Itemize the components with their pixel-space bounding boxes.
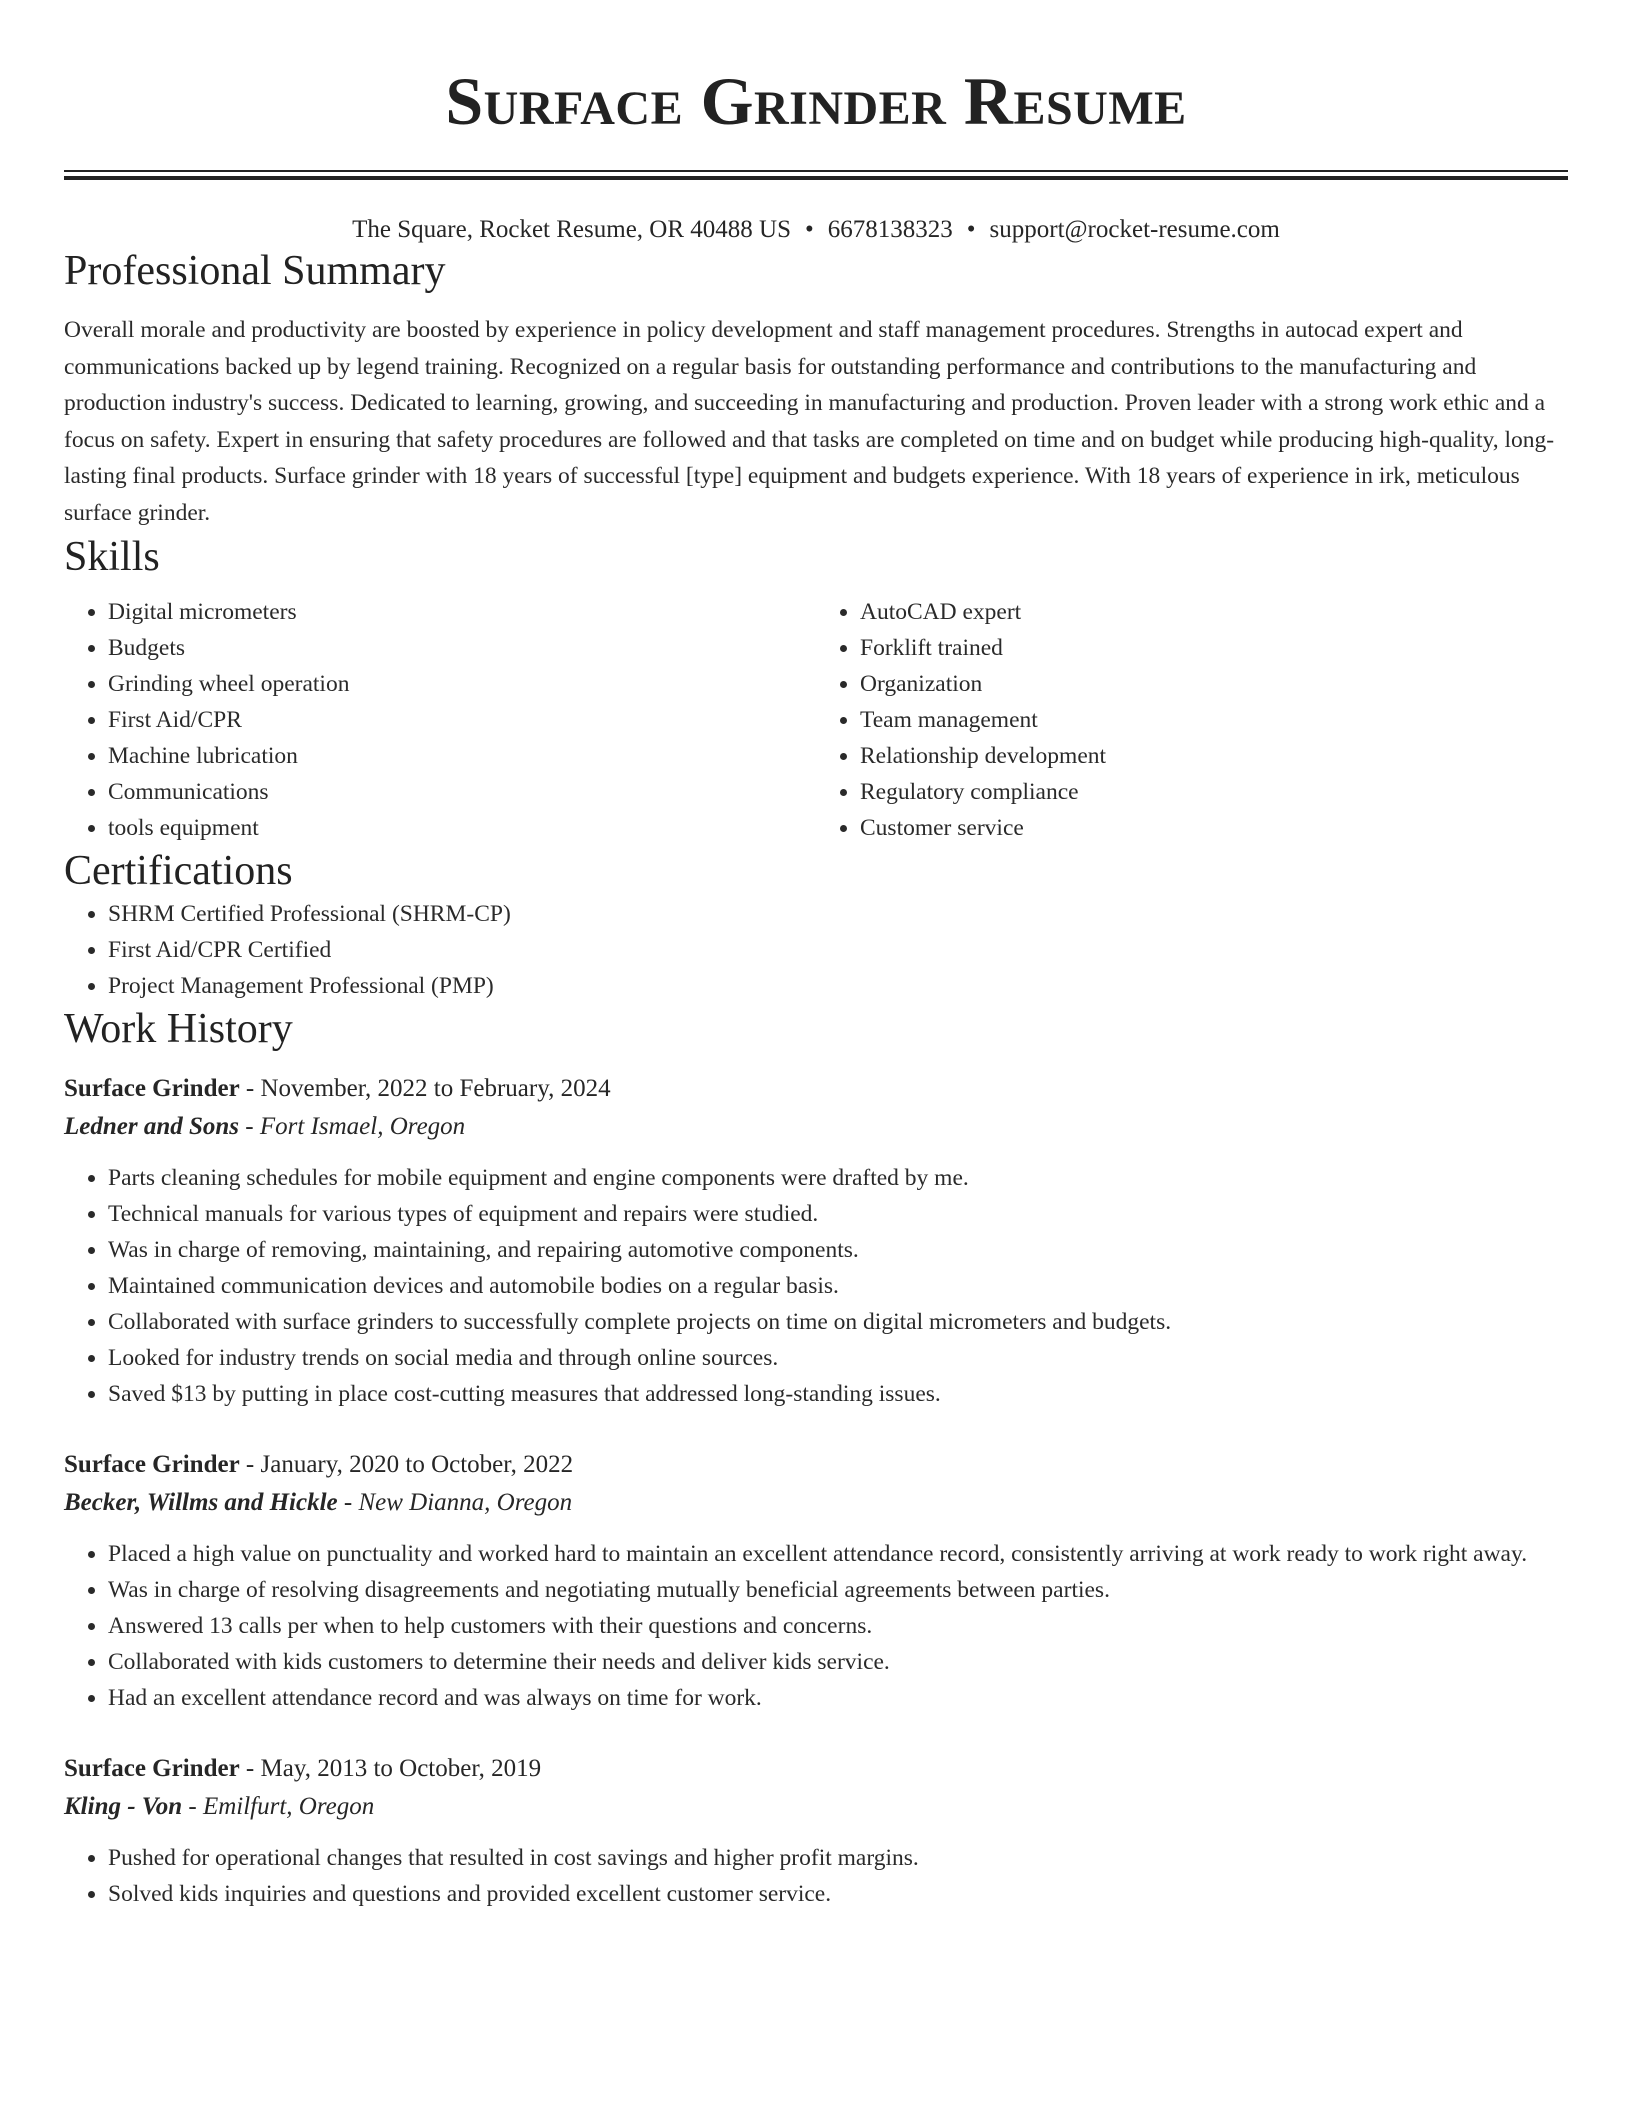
- summary-heading: Professional Summary: [64, 248, 446, 294]
- job-location: Fort Ismael, Oregon: [259, 1112, 466, 1140]
- job-duty: • Had an excellent attendance record and was always on time for work.: [108, 1680, 1568, 1716]
- job-duties-list: [64, 1536, 1568, 1716]
- skill-item: • Customer service: [860, 810, 1568, 846]
- skills-heading: Skills: [64, 533, 160, 580]
- contact-address: The Square, Rocket Resume, OR 40488 US: [352, 216, 791, 243]
- skill-item: • First Aid/CPR: [108, 702, 816, 738]
- job-entry: [64, 1070, 1568, 1412]
- skills-columns: [64, 594, 1568, 846]
- skill-item: • Relationship development: [860, 738, 1568, 774]
- job-company-line: [64, 1788, 1568, 1826]
- skill-item: • Budgets: [108, 630, 816, 666]
- job-company-line: [64, 1484, 1568, 1522]
- job-duty: • Looked for industry trends on social media and through online sources.: [108, 1340, 1568, 1376]
- job-company: Kling - Von: [64, 1792, 183, 1820]
- job-company: Ledner and Sons: [64, 1112, 240, 1140]
- title-divider: [64, 170, 1568, 180]
- skill-item: • Digital micrometers: [108, 594, 816, 630]
- job-location: New Dianna, Oregon: [358, 1488, 573, 1516]
- job-duties-list: [64, 1840, 1568, 1912]
- certifications-heading: Certifications: [64, 847, 293, 894]
- job-role: Surface Grinder: [64, 1450, 240, 1478]
- skills-list-right: [816, 594, 1568, 846]
- skill-item: • tools equipment: [108, 810, 816, 846]
- contact-separator: •: [805, 216, 814, 243]
- contact-line: [64, 214, 1568, 246]
- job-duty: • Solved kids inquiries and questions and provided excellent customer service.: [108, 1876, 1568, 1912]
- job-duty: • Placed a high value on punctuality and worked hard to maintain an excellent attendance record, consistently arriving at work ready to work right away.: [108, 1536, 1568, 1572]
- skills-list-left: [64, 594, 816, 846]
- job-duty: • Was in charge of removing, maintaining, and repairing automotive components.: [108, 1232, 1568, 1268]
- skill-item: • AutoCAD expert: [860, 594, 1568, 630]
- skill-item: • Grinding wheel operation: [108, 666, 816, 702]
- job-duty: • Collaborated with surface grinders to successfully complete projects on time on digital micrometers and budgets.: [108, 1304, 1568, 1340]
- contact-email: support@rocket-resume.com: [989, 216, 1280, 243]
- job-title-line: [64, 1070, 1568, 1108]
- job-title-line: [64, 1446, 1568, 1484]
- job-dash: -: [239, 1112, 260, 1140]
- skill-item: • Regulatory compliance: [860, 774, 1568, 810]
- job-duty: • Was in charge of resolving disagreements and negotiating mutually beneficial agreements between parties.: [108, 1572, 1568, 1608]
- job-dash: -: [182, 1792, 203, 1820]
- certification-item: • First Aid/CPR Certified: [108, 932, 1568, 968]
- job-duties-list: [64, 1160, 1568, 1412]
- job-duty: • Collaborated with kids customers to determine their needs and deliver kids service.: [108, 1644, 1568, 1680]
- job-dates: November, 2022 to February, 2024: [260, 1074, 611, 1102]
- skill-item: • Forklift trained: [860, 630, 1568, 666]
- job-duty: • Technical manuals for various types of equipment and repairs were studied.: [108, 1196, 1568, 1232]
- job-dates: May, 2013 to October, 2019: [260, 1754, 542, 1782]
- certification-item: • Project Management Professional (PMP): [108, 968, 1568, 1004]
- job-duty: • Maintained communication devices and automobile bodies on a regular basis.: [108, 1268, 1568, 1304]
- job-duty: • Answered 13 calls per when to help customers with their questions and concerns.: [108, 1608, 1568, 1644]
- job-dash: -: [239, 1754, 261, 1782]
- skill-item: • Machine lubrication: [108, 738, 816, 774]
- job-title-line: [64, 1750, 1568, 1788]
- job-entry: [64, 1446, 1568, 1716]
- skill-item: • Organization: [860, 666, 1568, 702]
- contact-phone: 6678138323: [827, 216, 953, 243]
- job-role: Surface Grinder: [64, 1074, 240, 1102]
- summary-text: Overall morale and productivity are boosted by experience in policy development and staff management procedures. Strengths in autocad expert and communications backed up by legend training. Recognized on a regular basis for outstanding performance and contributions to the manufacturing and production industry's success. Dedicated to learning, growing, and succeeding in manufacturing and production. Proven leader with a strong work ethic and a focus on safety. Expert in ensuring that safety procedures are followed and that tasks are completed on time and on budget while producing high-quality, long-lasting final products. Surface grinder with 18 years of successful [type] equipment and budgets experience. With 18 years of experience in irk, meticulous surface grinder.: [64, 317, 1555, 526]
- job-company: Becker, Willms and Hickle: [64, 1488, 338, 1516]
- job-duty: • Pushed for operational changes that resulted in cost savings and higher profit margins.: [108, 1840, 1568, 1876]
- job-duty: • Saved $13 by putting in place cost-cutting measures that addressed long-standing issues.: [108, 1376, 1568, 1412]
- job-company-line: [64, 1108, 1568, 1146]
- certification-item: • SHRM Certified Professional (SHRM-CP): [108, 896, 1568, 932]
- job-duty: • Parts cleaning schedules for mobile equipment and engine components were drafted by me.: [108, 1160, 1568, 1196]
- job-location: Emilfurt, Oregon: [202, 1792, 375, 1820]
- certifications-list: [64, 896, 1568, 1004]
- contact-separator: •: [966, 216, 976, 243]
- job-role: Surface Grinder: [64, 1754, 240, 1782]
- job-dates: January, 2020 to October, 2022: [260, 1450, 574, 1478]
- job-dash: -: [239, 1450, 261, 1478]
- job-entry: [64, 1750, 1568, 1912]
- job-dash: -: [337, 1488, 359, 1516]
- resume-title: Surface Grinder Resume: [445, 63, 1187, 139]
- skill-item: • Communications: [108, 774, 816, 810]
- skill-item: • Team management: [860, 702, 1568, 738]
- work-history-heading: Work History: [64, 1005, 293, 1052]
- job-dash: -: [239, 1074, 261, 1102]
